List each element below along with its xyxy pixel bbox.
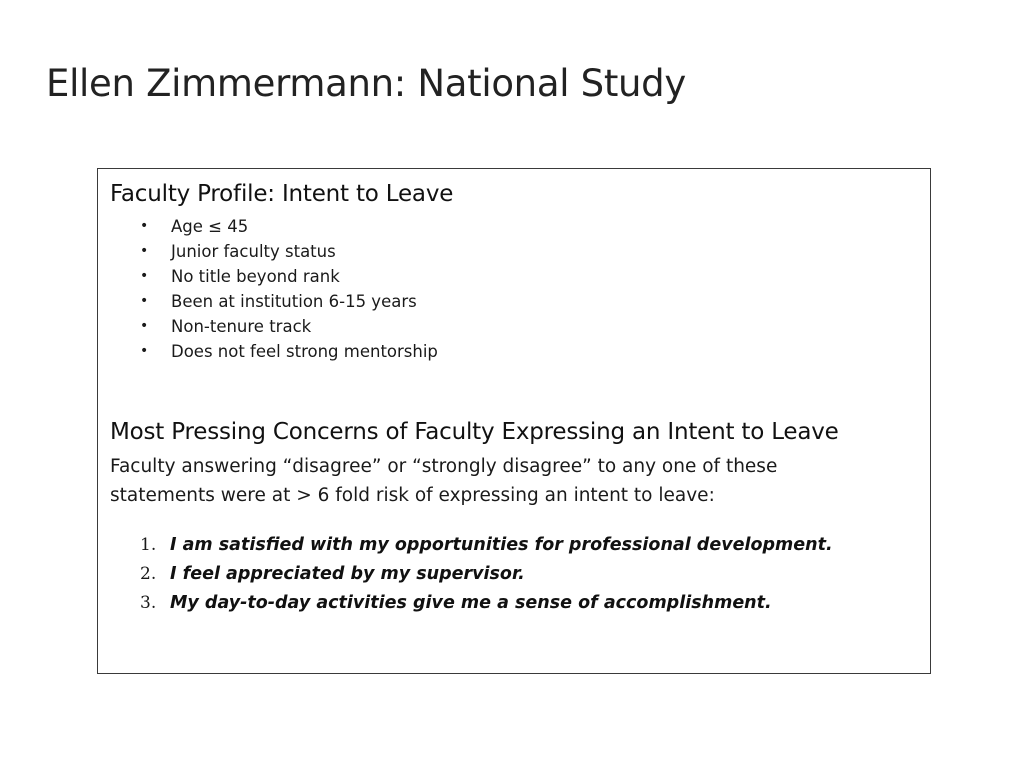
bullet-icon: •	[140, 293, 149, 309]
statement-list	[140, 531, 833, 618]
statement-number: 2.	[140, 564, 157, 584]
profile-heading: Faculty Profile: Intent to Leave	[110, 181, 454, 207]
statement-item-professional-development	[140, 531, 833, 560]
statement-text: My day-to-day activities give me a sense of accomplishment.	[170, 593, 772, 613]
profile-item-label: No title beyond rank	[171, 267, 340, 286]
profile-item-label: Been at institution 6-15 years	[171, 292, 417, 311]
content-box	[97, 168, 931, 674]
statement-item-appreciated	[140, 560, 833, 589]
statement-text: I am satisfied with my opportunities for professional development.	[170, 535, 833, 555]
concerns-heading: Most Pressing Concerns of Faculty Expressing an Intent to Leave	[110, 419, 839, 445]
concerns-intro: Faculty answering “disagree” or “strongly disagree” to any one of these statements were at > 6 fold risk of expressing an intent to leave:	[110, 456, 778, 506]
statement-text: I feel appreciated by my supervisor.	[170, 564, 525, 584]
profile-item-years-at-institution	[138, 289, 438, 314]
profile-item-age	[138, 214, 438, 239]
bullet-icon: •	[140, 343, 149, 359]
bullet-icon: •	[140, 318, 149, 334]
profile-item-title-rank	[138, 264, 438, 289]
bullet-icon: •	[140, 243, 149, 259]
statement-number: 1.	[140, 535, 157, 555]
profile-item-label: Junior faculty status	[171, 242, 336, 261]
profile-item-label: Does not feel strong mentorship	[171, 342, 438, 361]
statement-number: 3.	[140, 593, 157, 613]
profile-list	[138, 214, 438, 364]
bullet-icon: •	[140, 218, 149, 234]
profile-item-mentorship	[138, 339, 438, 364]
bullet-icon: •	[140, 268, 149, 284]
slide-title: Ellen Zimmermann: National Study	[46, 62, 686, 105]
profile-item-label: Age ≤ 45	[171, 217, 249, 236]
statement-item-accomplishment	[140, 589, 833, 618]
profile-item-label: Non-tenure track	[171, 317, 312, 336]
profile-item-junior-status	[138, 239, 438, 264]
profile-item-non-tenure	[138, 314, 438, 339]
